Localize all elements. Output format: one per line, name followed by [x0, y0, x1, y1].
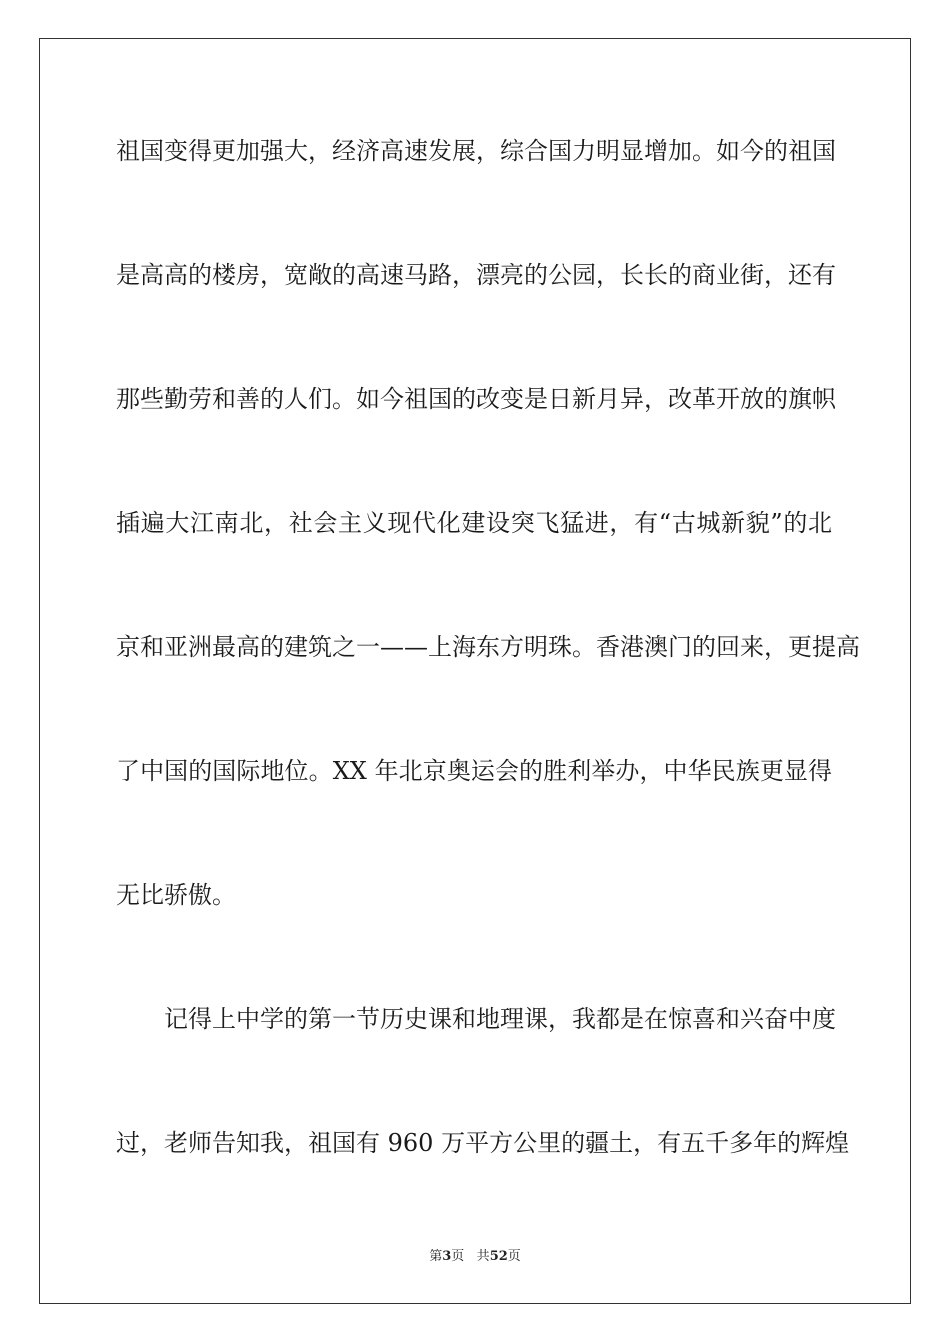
text-line: 那些勤劳和善的人们。如今祖国的改变是日新月异，改革开放的旗帜: [116, 385, 836, 413]
text-line: 插遍大江南北，社会主义现代化建设突飞猛进，有“古城新貌”的北: [116, 509, 832, 537]
total-suffix: 页: [507, 1249, 521, 1264]
page-border: [39, 38, 911, 1304]
text-line: 无比骄傲。: [116, 881, 236, 909]
page-footer: [0, 1249, 950, 1265]
total-page-count: 52: [489, 1249, 508, 1264]
text-line: 祖国变得更加强大，经济高速发展，综合国力明显增加。如今的祖国: [116, 137, 836, 165]
total-prefix: 共: [476, 1249, 490, 1264]
page-suffix: 页: [451, 1249, 465, 1264]
current-page-number: 3: [442, 1249, 452, 1264]
text-line: 是高高的楼房，宽敞的高速马路，漂亮的公园，长长的商业街，还有: [116, 261, 836, 289]
text-line: 京和亚洲最高的建筑之一——上海东方明珠。香港澳门的回来，更提高: [116, 633, 860, 661]
text-line: 了中国的国际地位。XX 年北京奥运会的胜利举办，中华民族更显得: [116, 757, 832, 785]
text-line: 记得上中学的第一节历史课和地理课，我都是在惊喜和兴奋中度: [164, 1005, 836, 1033]
text-line: 过，老师告知我，祖国有 960 万平方公里的疆土，有五千多年的辉煌: [116, 1129, 850, 1157]
page-prefix: 第: [429, 1249, 443, 1264]
